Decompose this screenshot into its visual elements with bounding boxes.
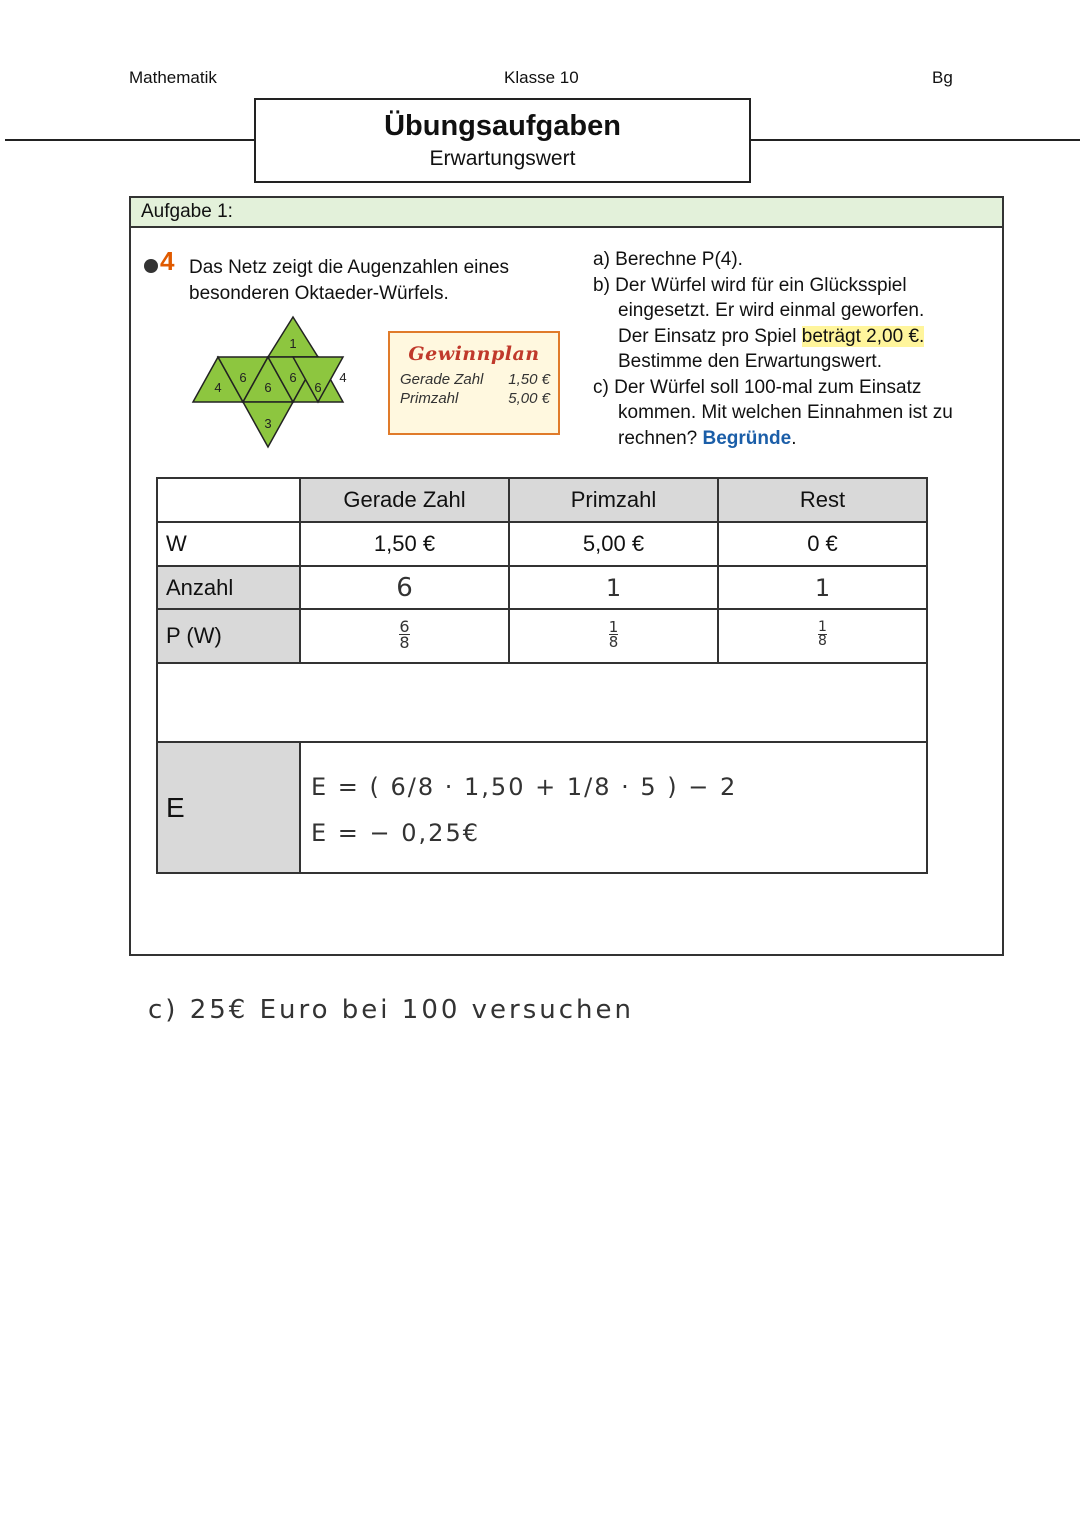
expected-value-work: E = ( 6/8 · 1,50 + 1/8 · 5 ) − 2 E = − 0,25€ bbox=[300, 742, 927, 873]
task-label: Aufgabe 1: bbox=[131, 198, 1002, 228]
probability-table: Gerade Zahl Primzahl Rest W 1,50 € 5,00 € 0 € Anzahl 6 1 1 P (W) $\frac{6}{8}$ $\frac{1}{8}$ $\frac{1}{8}$ E E = ( 6/8 · 1,50 + 1/8 · 5 ) − 2 E = − 0,25€ bbox=[156, 477, 928, 874]
net-label: 1 bbox=[289, 336, 297, 351]
task-intro: Das Netz zeigt die Augenzahlen eines besonderen Oktaeder-Würfels. bbox=[189, 257, 510, 304]
task-questions: a) Berechne P(4). b) Der Würfel wird für ein Glücksspiel eingesetzt. Er wird einmal geworfen. Der Einsatz pro Spiel beträgt 2,00 €. Bestimme den Erwartungswert. c) Der Würfel soll 100-mal zum Einsatz kommen. Mit welchen Einnahmen ist zu rechnen? Begründe. bbox=[593, 247, 993, 451]
page-subtitle: Erwartungswert bbox=[429, 147, 576, 170]
gewinnplan-box: Gewinnplan Gerade Zahl 1,50 € Primzahl 5,00 € bbox=[388, 331, 560, 435]
page-title: Übungsaufgaben bbox=[384, 110, 621, 142]
difficulty-dot-icon bbox=[144, 259, 158, 273]
fraction-cell: $\frac{6}{8}$ bbox=[300, 609, 509, 663]
svg-text:4: 4 bbox=[214, 380, 222, 395]
class-label: Klasse 10 bbox=[504, 68, 579, 87]
subject-label: Mathematik bbox=[129, 68, 217, 87]
question-a: a) Berechne P(4). bbox=[593, 249, 743, 270]
svg-text:4: 4 bbox=[339, 370, 347, 385]
answer-c: c) 25€ Euro bei 100 versuchen bbox=[148, 995, 635, 1025]
svg-text:6: 6 bbox=[239, 370, 247, 385]
gewinnplan-title: Gewinnplan bbox=[408, 343, 540, 365]
octahedron-net bbox=[188, 312, 358, 452]
bet-highlight: beträgt 2,00 €. bbox=[801, 325, 925, 347]
header-rule-left bbox=[5, 139, 255, 141]
svg-text:3: 3 bbox=[264, 416, 272, 431]
svg-text:6: 6 bbox=[314, 380, 322, 395]
svg-text:6: 6 bbox=[264, 380, 272, 395]
task-number: 4 bbox=[144, 246, 174, 277]
col-header: Gerade Zahl bbox=[300, 478, 509, 522]
question-c-line1: c) Der Würfel soll 100-mal zum Einsatz bbox=[593, 376, 922, 398]
begruende-link: Begründe bbox=[702, 427, 792, 449]
question-b-line1: b) Der Würfel wird für ein Glücksspiel bbox=[593, 274, 907, 296]
svg-text:6: 6 bbox=[289, 370, 297, 385]
row-label: W bbox=[157, 522, 300, 566]
teacher-label: Bg bbox=[932, 68, 953, 87]
title-box bbox=[254, 98, 751, 183]
header-rule-right bbox=[751, 139, 1080, 141]
